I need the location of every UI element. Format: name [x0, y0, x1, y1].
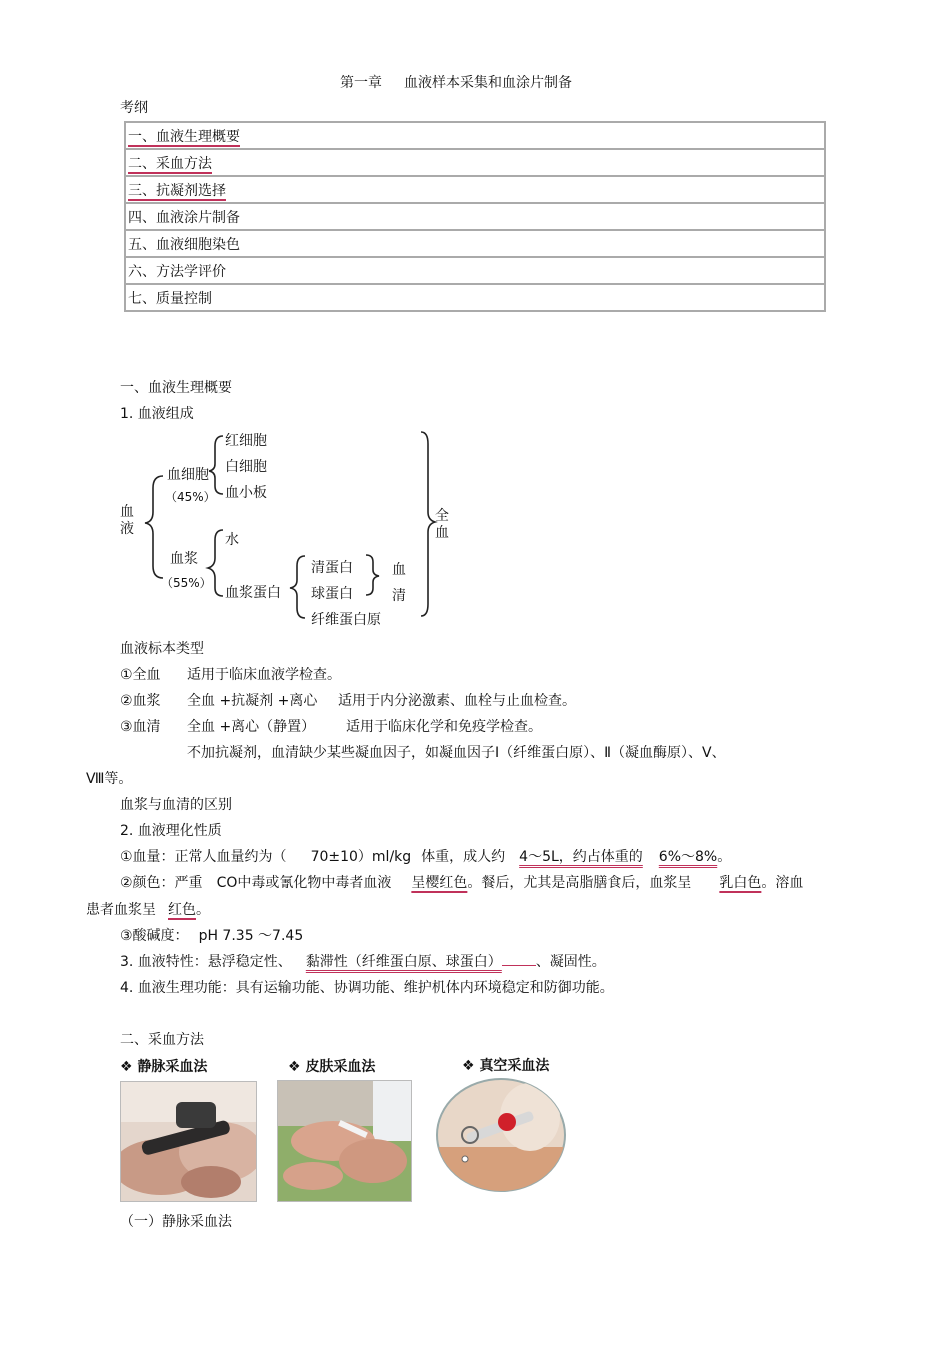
vacuum-photo	[435, 1077, 567, 1197]
outline-row	[125, 284, 825, 311]
diagram-cells-pct: （45%）	[165, 490, 216, 504]
chapter-number: 第一章	[340, 75, 382, 91]
text: ②颜色：严重	[120, 875, 203, 891]
text: ③酸碱度：	[120, 928, 189, 944]
pic-label-skin	[288, 1056, 375, 1076]
hemolysis-line	[86, 899, 210, 919]
diagram-globulin: 球蛋白	[311, 586, 353, 602]
diagram-albumin: 清蛋白	[311, 560, 353, 576]
diagram-serum: 血清	[392, 562, 406, 604]
type2-method: 全血 +抗凝剂 +离心	[187, 693, 318, 709]
outline-item: 四、血液涂片制备	[128, 209, 240, 226]
text: 患者血浆呈	[86, 902, 156, 918]
viscosity: 黏滞性（纤维蛋白原、球蛋白）	[305, 954, 502, 970]
diagram-plt: 血小板	[225, 485, 267, 501]
type3-desc: 适用于临床化学和免疫学检查。	[346, 719, 542, 735]
diagram-whole: 全血	[435, 508, 449, 541]
diagram-plasma-pct: （55%）	[161, 576, 212, 590]
text: 。餐后，尤其是高脂膳食后，血浆呈	[467, 875, 692, 891]
diagram-fibrinogen: 纤维蛋白原	[311, 612, 381, 628]
outline-table	[124, 121, 826, 312]
outline-item: 六、方法学评价	[128, 263, 226, 280]
section1-sub2: 2. 血液理化性质	[120, 823, 222, 839]
section1-sub1: 1. 血液组成	[120, 406, 194, 422]
outline-item: 一、血液生理概要	[128, 128, 240, 145]
type1-desc: 适用于临床血液学检查。	[187, 667, 341, 683]
outline-item: 七、质量控制	[128, 290, 212, 307]
text: 3. 血液特性：悬浮稳定性、	[120, 954, 292, 970]
text: 4～5L，约占体重的	[519, 849, 643, 865]
outline-row	[125, 203, 825, 230]
diagram-plasma: 血浆	[170, 551, 198, 567]
text: pH 7.35 ～7.45	[198, 928, 304, 944]
diagram-rbc: 红细胞	[225, 433, 267, 449]
type1-name: ①全血	[120, 667, 161, 683]
blood-volume-line	[120, 846, 731, 866]
text: 体重，成人约	[421, 849, 506, 865]
ph-line	[120, 925, 303, 945]
outline-row	[125, 176, 825, 203]
diagram-protein: 血浆蛋白	[225, 585, 281, 601]
outline-item: 三、抗凝剂选择	[128, 182, 226, 199]
type2-name: ②血浆	[120, 693, 161, 709]
text: 静脉采血法	[137, 1059, 208, 1075]
section2-heading: 二、采血方法	[120, 1032, 204, 1048]
page-title	[340, 72, 572, 92]
type3-method: 全血 +离心（静置）	[187, 719, 316, 735]
volume-adult	[519, 849, 717, 865]
outline-label: 考纲	[120, 100, 148, 116]
pic-label-vacuum	[462, 1055, 549, 1075]
diagram-cells: 血细胞	[167, 467, 209, 483]
chapter-title: 血液样本采集和血涂片制备	[404, 75, 572, 91]
diagram-blood: 血液	[120, 504, 134, 537]
skin-image	[278, 1081, 411, 1201]
section1-sub4: 4. 血液生理功能：具有运输功能、协调功能、维护机体内环境稳定和防御功能。	[120, 980, 614, 996]
vacuum-image	[435, 1077, 567, 1197]
serum-note: 不加抗凝剂，血清缺少某些凝血因子，如凝血因子Ⅰ（纤维蛋白原）、Ⅱ（凝血酶原）、Ⅴ、	[187, 745, 726, 761]
diamond-bullet-icon: ❖	[120, 1059, 138, 1075]
section1-heading: 一、血液生理概要	[120, 380, 232, 396]
venous-photo	[120, 1081, 257, 1202]
text: 、凝固性。	[535, 954, 606, 970]
outline-row	[125, 230, 825, 257]
text: 。溶血	[761, 875, 804, 891]
red-color: 红色	[168, 902, 196, 918]
text: 真空采血法	[479, 1058, 550, 1074]
blood-composition-diagram	[115, 428, 455, 633]
text: ①血量：正常人血量约为（	[120, 849, 287, 865]
type3-name: ③血清	[120, 719, 161, 735]
serum-note-end: Ⅷ等。	[86, 771, 133, 787]
text: 70±10）ml/kg	[310, 849, 412, 865]
text: 。	[717, 849, 732, 865]
text: 皮肤采血法	[305, 1059, 376, 1075]
diagram-wbc: 白细胞	[225, 459, 267, 475]
outline-item: 五、血液细胞染色	[128, 236, 240, 253]
diamond-bullet-icon: ❖	[288, 1059, 306, 1075]
pic-label-venous	[120, 1056, 207, 1076]
cherry-red: 呈樱红色	[411, 875, 468, 891]
outline-row	[125, 122, 825, 149]
venous-image	[121, 1082, 256, 1201]
outline-row	[125, 257, 825, 284]
section1-sub3	[120, 951, 606, 971]
skin-photo	[277, 1080, 412, 1202]
diagram-water: 水	[225, 532, 239, 548]
text: 。	[196, 902, 210, 918]
milky-white: 乳白色	[719, 875, 762, 891]
outline-item: 二、采血方法	[128, 155, 212, 172]
section2-sub1: （一）静脉采血法	[120, 1214, 232, 1230]
plasma-serum-diff: 血浆与血清的区别	[120, 797, 232, 813]
outline-row	[125, 149, 825, 176]
type2-desc: 适用于内分泌激素、血栓与止血检查。	[338, 693, 576, 709]
diamond-bullet-icon: ❖	[462, 1058, 480, 1074]
types-heading: 血液标本类型	[120, 641, 204, 657]
text: 6%～8%	[658, 849, 718, 865]
blood-color-line	[120, 872, 803, 892]
text: CO中毒或氰化物中毒者血液	[216, 875, 392, 891]
